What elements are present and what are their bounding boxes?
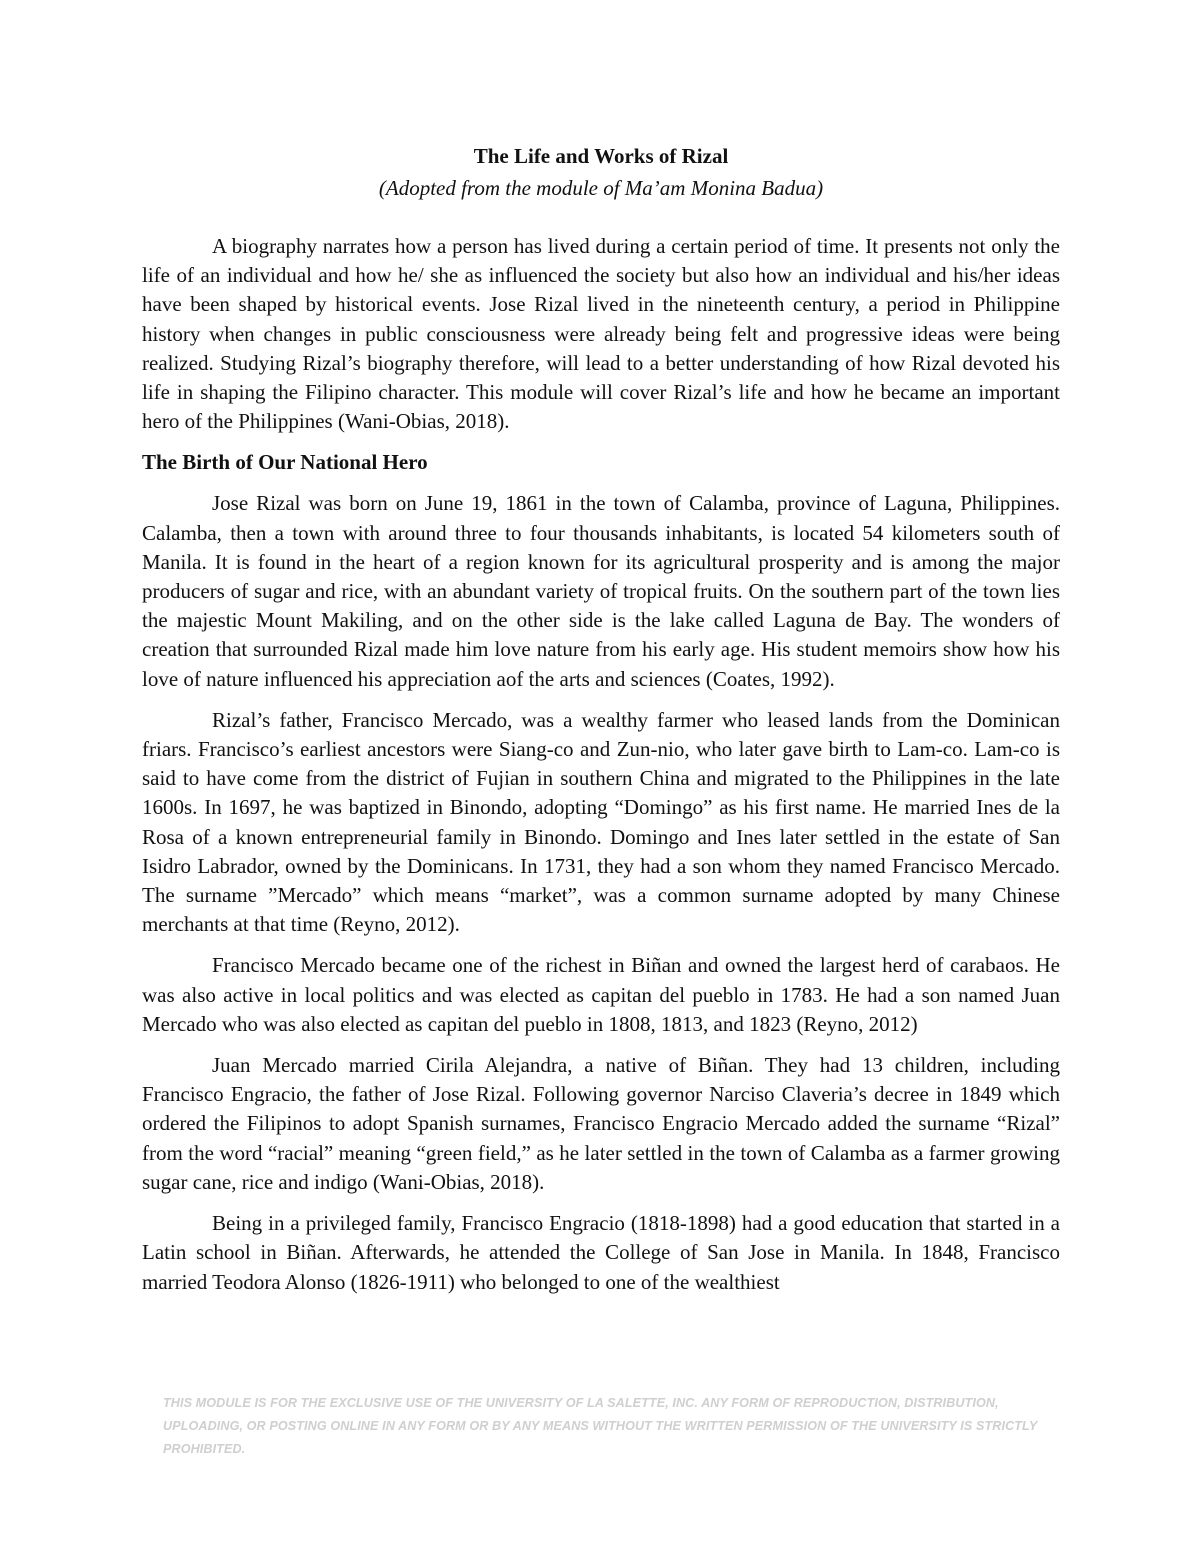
document-subtitle: (Adopted from the module of Ma’am Monina Badua): [378, 176, 824, 200]
copyright-footer-notice: THIS MODULE IS FOR THE EXCLUSIVE USE OF THE UNIVERSITY OF LA SALETTE, INC. ANY FORM OF REPRODUCTION, DISTRIBUTION, UPLOADING, OR POSTING ONLINE IN ANY FORM OR BY ANY MEANS WITHOUT THE WRITTEN PERMISSION OF THE UNIVERSITY IS STRICTLY PROHIBITED.: [163, 1396, 1038, 1456]
body-paragraph: Francisco Mercado became one of the richest in Biñan and owned the largest herd of carabaos. He was also active in local politics and was elected as capitan del pueblo in 1783. He had a son named Juan Mercado who was also elected as capitan del pueblo in 1808, 1813, and 1823 (Reyno, 2012): [142, 953, 1060, 1036]
body-paragraph: Being in a privileged family, Francisco Engracio (1818-1898) had a good education that started in a Latin school in Biñan. Afterwards, he attended the College of San Jose in Manila. In 1848, Francisco married Teodora Alonso (1826-1911) who belonged to one of the wealthiest: [142, 1211, 1060, 1294]
body-paragraph: Rizal’s father, Francisco Mercado, was a wealthy farmer who leased lands from the Dominican friars. Francisco’s earliest ancestors were Siang-co and Zun-nio, who later gave birth to Lam-co. Lam-co is said to have come from the district of Fujian in southern China and migrated to the Philippines in the late 1600s. In 1697, he was baptized in Binondo, adopting “Domingo” as his first name. He married Ines de la Rosa of a known entrepreneurial family in Binondo. Domingo and Ines later settled in the estate of San Isidro Labrador, owned by the Dominicans. In 1731, they had a son whom they named Francisco Mercado. The surname ”Mercado” which means “market”, was a common surname adopted by many Chinese merchants at that time (Reyno, 2012).: [142, 707, 1060, 937]
body-paragraph: Juan Mercado married Cirila Alejandra, a native of Biñan. They had 13 children, including Francisco Engracio, the father of Jose Rizal. Following governor Narciso Claveria’s decree in 1849 which ordered the Filipinos to adopt Spanish surnames, Francisco Engracio Mercado added the surname “Rizal” from the word “racial” meaning “green field,” as he later settled in the town of Calamba as a farmer growing sugar cane, rice and indigo (Wani-Obias, 2018).: [142, 1053, 1060, 1194]
document-title: The Life and Works of Rizal: [473, 144, 729, 168]
section-heading: The Birth of Our National Hero: [142, 450, 428, 475]
intro-paragraph: A biography narrates how a person has lived during a certain period of time. It presents not only the life of an individual and how he/ she as influenced the society but also how an individual and his/her ideas have been shaped by historical events. Jose Rizal lived in the nineteenth century, a period in Philippine history when changes in public consciousness were already being felt and progressive ideas were being realized. Studying Rizal’s biography therefore, will lead to a better understanding of how Rizal devoted his life in shaping the Filipino character. This module will cover Rizal’s life and how he became an important hero of the Philippines (Wani-Obias, 2018).: [142, 234, 1060, 434]
document-page: [142, 140, 1060, 1309]
body-paragraph: Jose Rizal was born on June 19, 1861 in the town of Calamba, province of Laguna, Philippines. Calamba, then a town with around three to four thousands inhabitants, is located 54 kilometers south of Manila. It is found in the heart of a region known for its agricultural prosperity and is among the major producers of sugar and rice, with an abundant variety of tropical fruits. On the southern part of the town lies the majestic Mount Makiling, and on the other side is the lake called Laguna de Bay. The wonders of creation that surrounded Rizal made him love nature from his early age. His student memoirs show how his love of nature influenced his appreciation aof the arts and sciences (Coates, 1992).: [142, 491, 1060, 691]
